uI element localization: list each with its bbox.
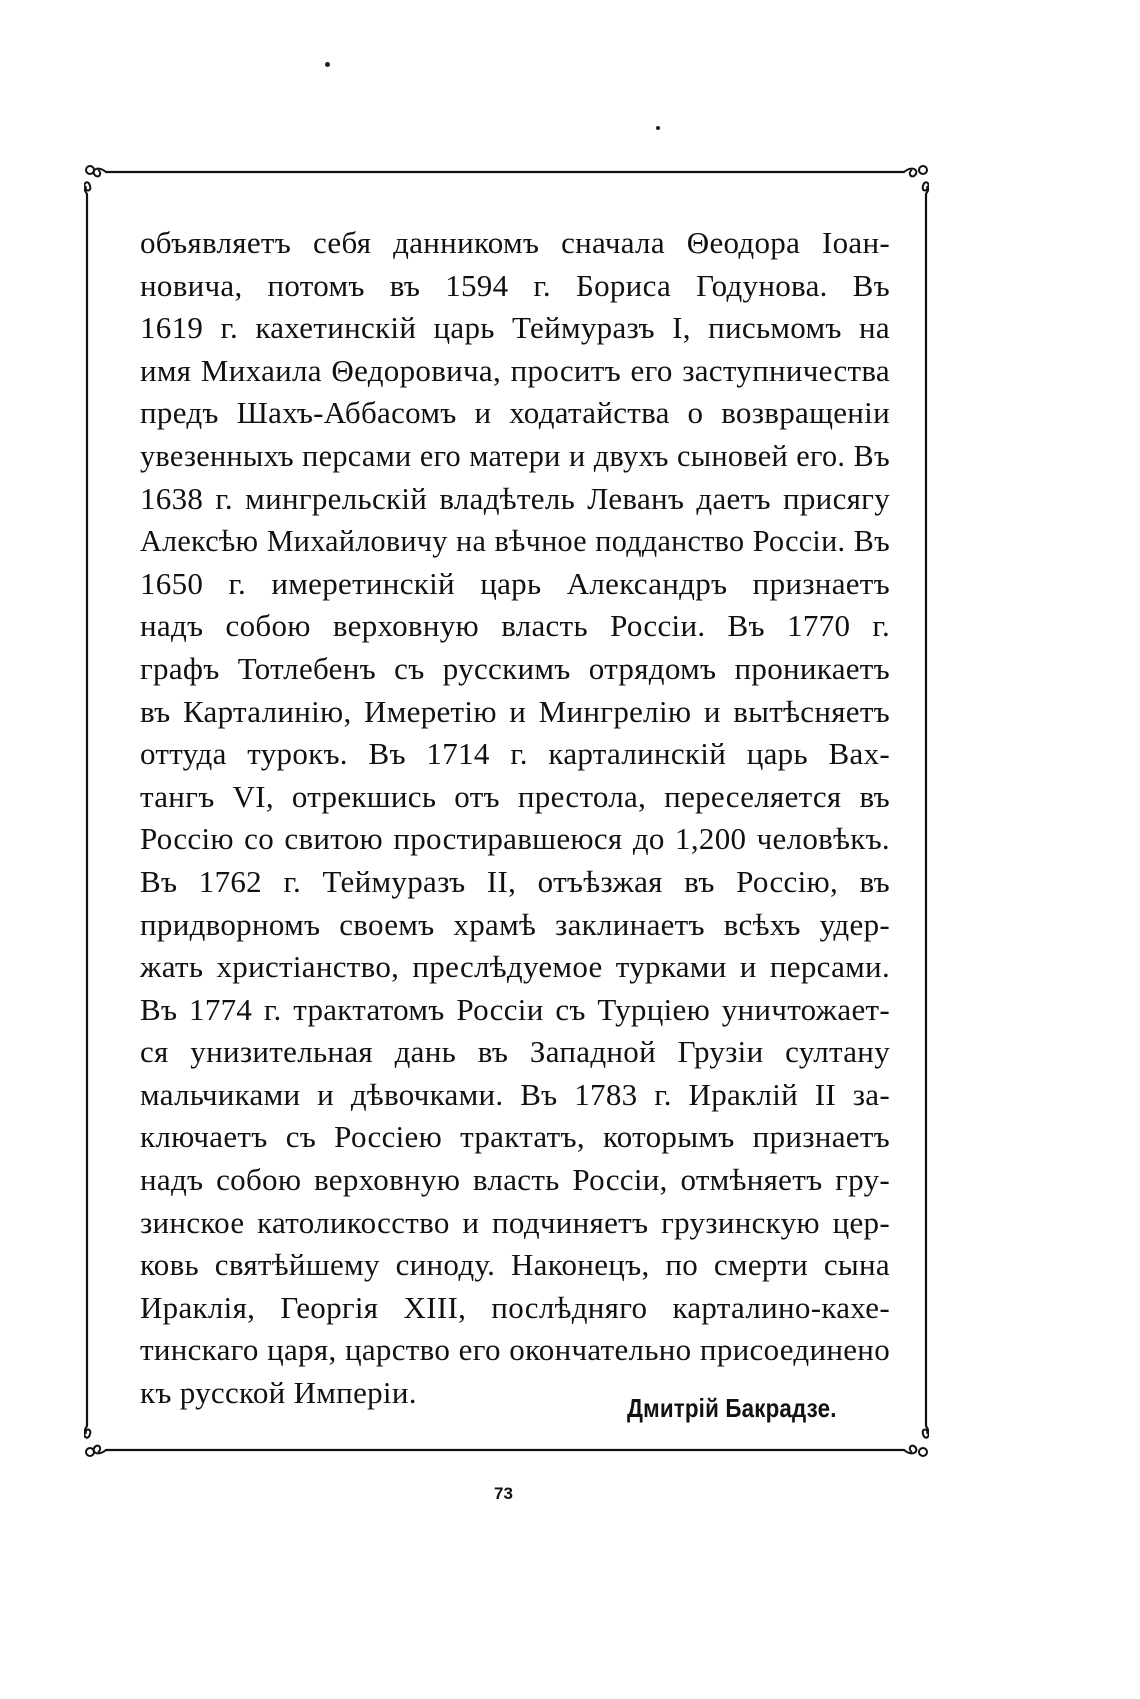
text-line: ся унизительная дань въ Западной Грузіи султану [140,1034,890,1070]
text-line: надъ собою верховную власть Россіи. Въ 1770 г. [140,608,890,644]
text-line: къ русской Имперіи. [140,1375,417,1411]
text-line: Въ 1774 г. трактатомъ Россіи съ Турціею уничтожает- [140,991,890,1027]
text-line: увезенныхъ персами его матери и двухъ сыновей его. Въ [140,438,890,473]
text-line: оттуда турокъ. Въ 1714 г. карталинскій царь Вах- [140,736,890,772]
text-line: предъ Шахъ-Аббасомъ и ходатайства о возвращеніи [140,395,890,431]
author-signature: Дмитрій Бакрадзе. [627,1393,837,1423]
text-line: мальчиками и дѣвочками. Въ 1783 г. Ираклій II за- [140,1076,890,1112]
text-line: тангъ VI, отрекшись отъ престола, переселяется въ [140,778,890,814]
text-line: ключаетъ съ Россіею трактатъ, которымъ признаетъ [140,1119,890,1155]
text-line: 1638 г. мингрельскій владѣтель Леванъ даетъ присягу [140,480,890,516]
text-line: тинскаго царя, царство его окончательно присоединено [140,1332,890,1368]
body-text [140,222,890,1415]
text-line: жать христіанство, преслѣдуемое турками и персами. [140,949,890,985]
text-line: Алексѣю Михайловичу на вѣчное подданство Россіи. Въ [140,524,890,559]
text-line: графъ Тотлебенъ съ русскимъ отрядомъ проникаетъ [140,650,890,686]
text-line: Ираклія, Георгія XIII, послѣдняго карталино-кахе- [140,1289,890,1325]
text-line: Россію со свитою простиравшеюся до 1,200 человѣкъ. [140,821,890,857]
ink-speck [325,62,330,67]
text-line: Въ 1762 г. Теймуразъ II, отъѣзжая въ Россію, въ [140,863,890,899]
page-number: 73 [494,1484,513,1503]
text-line: зинское католикосство и подчиняетъ грузинскую цер- [140,1204,890,1240]
text-line: придворномъ своемъ храмѣ заклинаетъ всѣхъ удер- [140,906,890,942]
text-line: объявляетъ себя данникомъ сначала Θеодора Іоан- [140,225,890,260]
ink-speck [656,126,660,130]
text-line: 1650 г. имеретинскій царь Александръ признаетъ [140,565,890,601]
text-line: ковь святѣйшему синоду. Наконецъ, по смерти сына [140,1247,890,1283]
text-line: имя Михаила Θедоровича, проситъ его заступничества [140,352,890,388]
text-line: въ Карталинію, Имеретію и Мингрелію и вытѣсняетъ [140,693,890,729]
text-line: новича, потомъ въ 1594 г. Бориса Годунова. Въ [140,267,890,303]
text-line: 1619 г. кахетинскій царь Теймуразъ I, письмомъ на [140,310,890,346]
text-line: надъ собою верховную власть Россіи, отмѣняетъ гру- [140,1162,890,1198]
